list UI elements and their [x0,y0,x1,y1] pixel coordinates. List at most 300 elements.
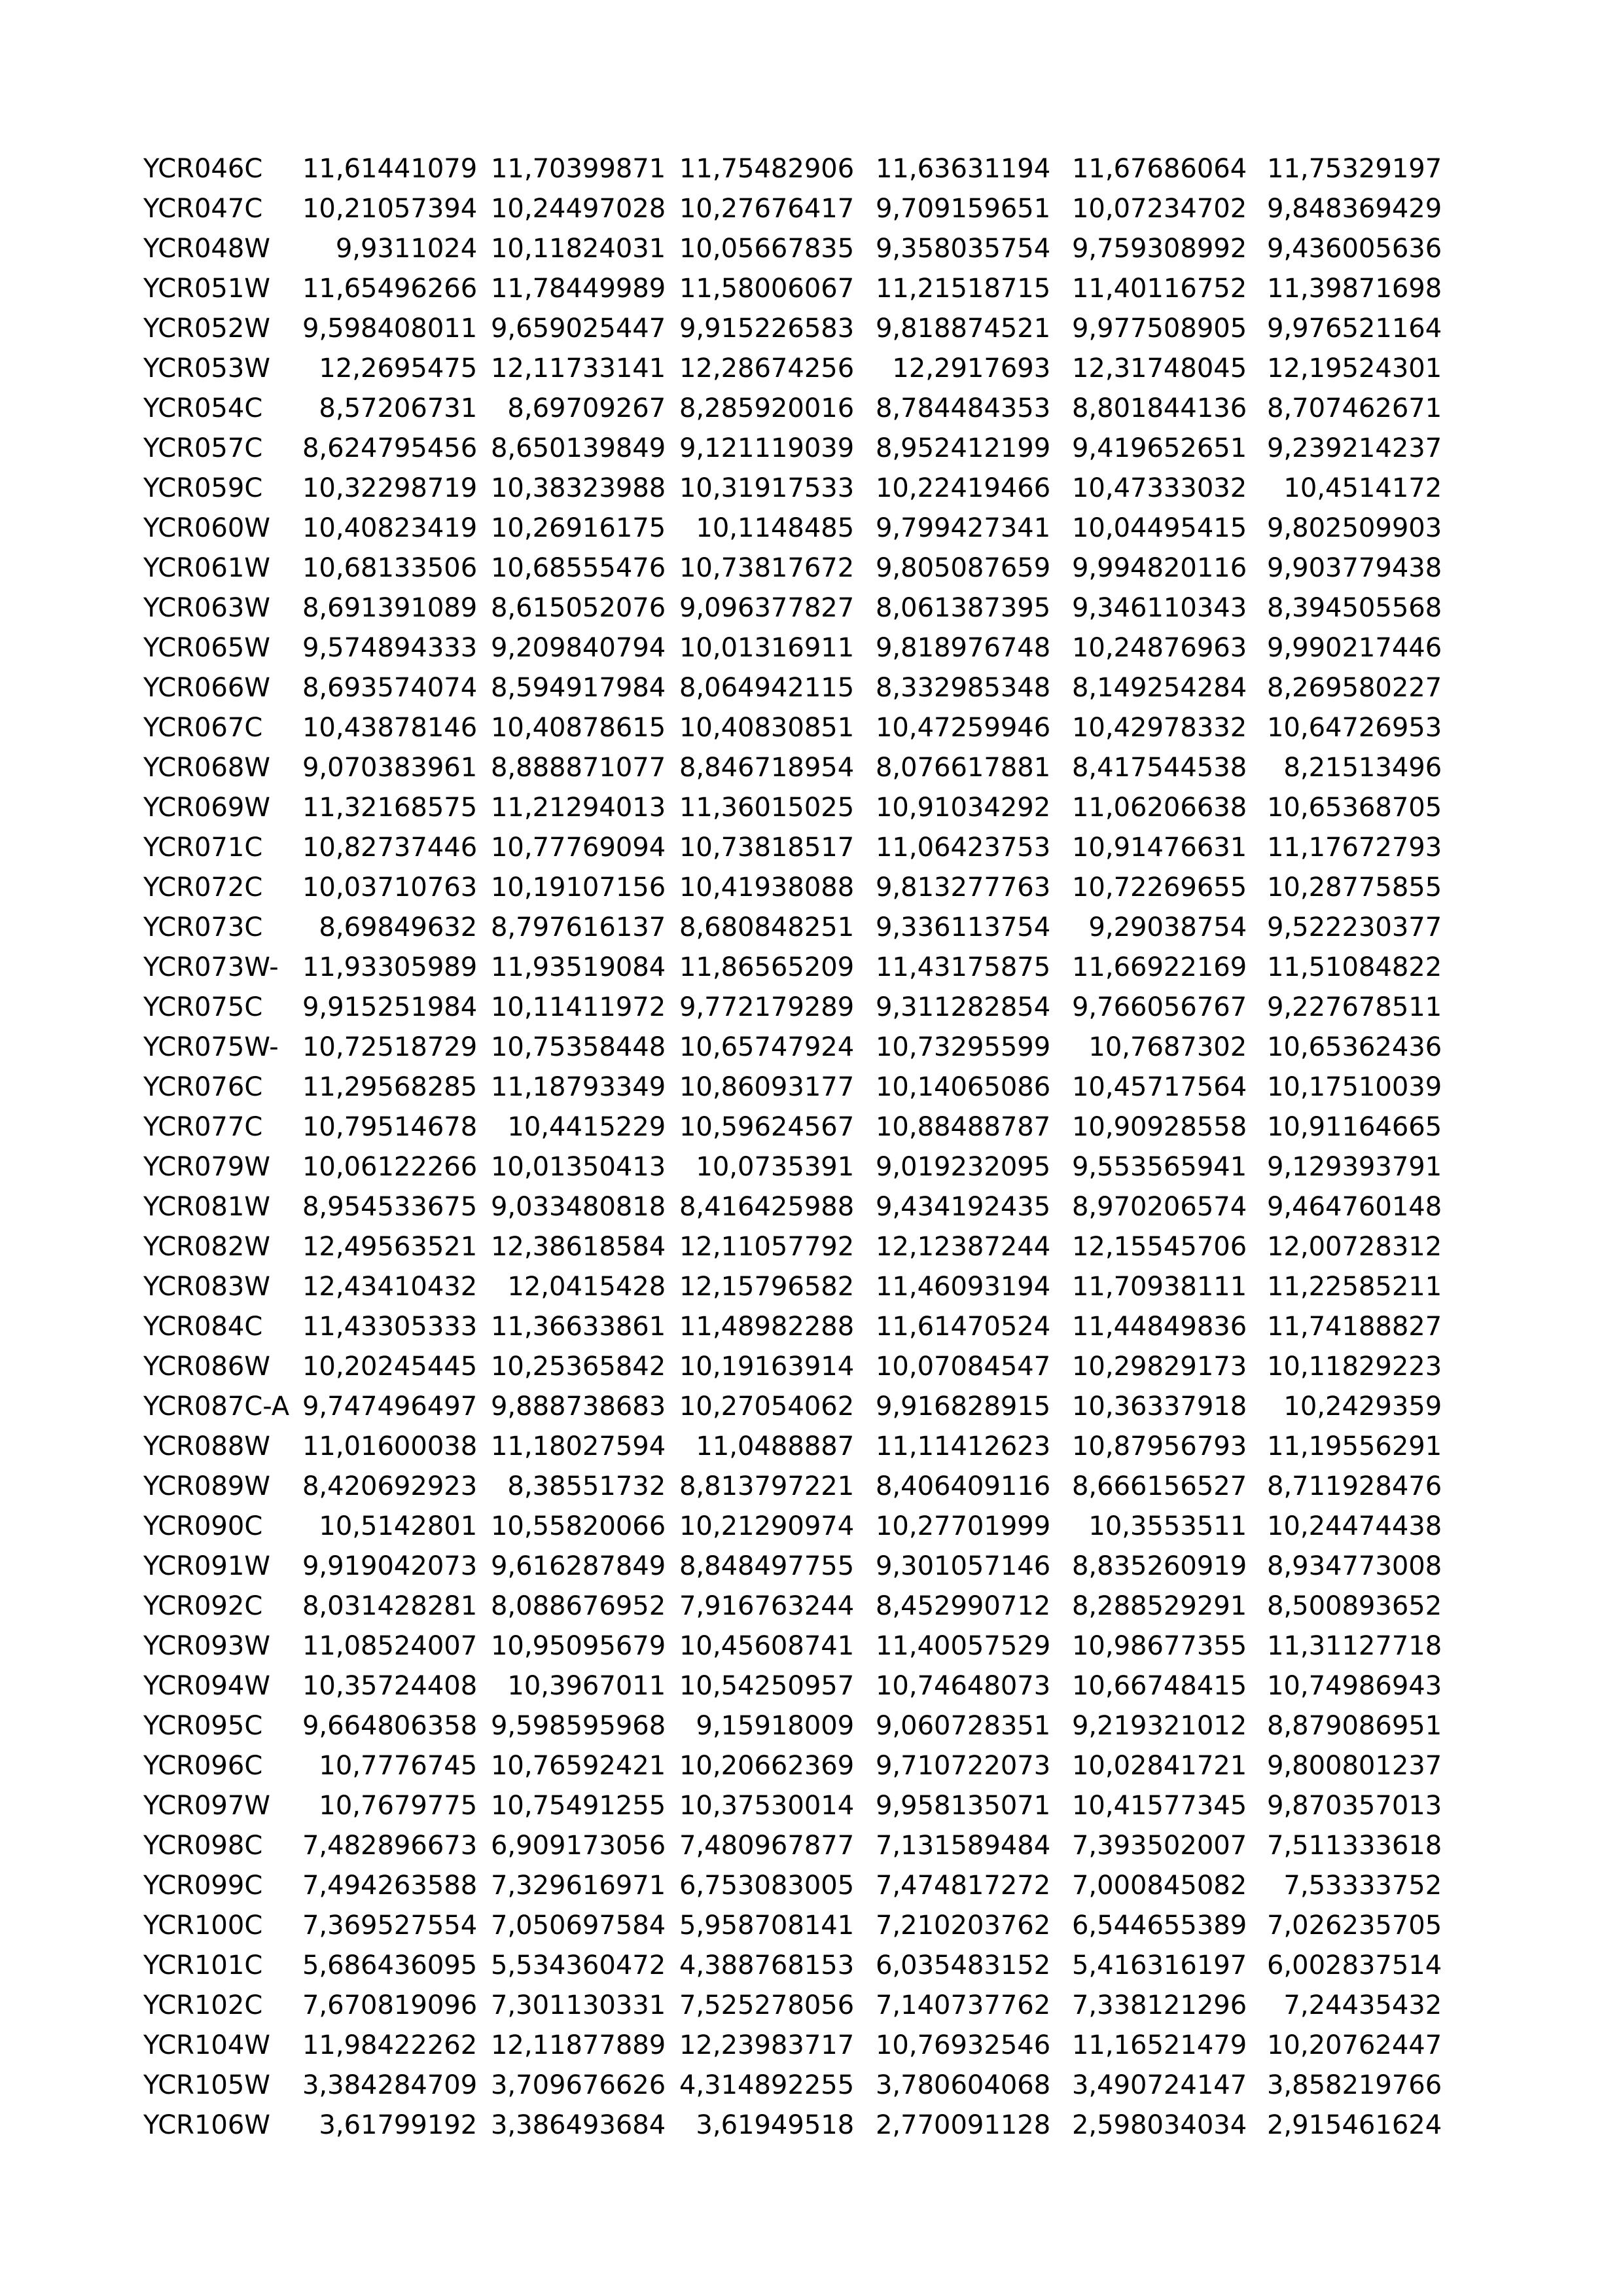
gene-id-cell[interactable]: YCR099C [143,1871,263,1901]
gene-id-cell[interactable]: YCR082W [143,1232,270,1262]
value-cell[interactable]: 10,7687302 [1088,1032,1247,1062]
value-cell[interactable]: 2,915461624 [1266,2110,1442,2140]
value-cell[interactable]: 8,888871077 [490,753,666,783]
gene-id-cell[interactable]: YCR105W [143,2070,270,2100]
gene-id-cell[interactable]: YCR087C-A [143,1391,290,1422]
value-cell[interactable]: 12,11057792 [679,1232,855,1262]
value-cell[interactable]: 10,19107156 [490,872,666,903]
value-cell[interactable]: 12,2917693 [892,353,1051,384]
value-cell[interactable]: 9,915226583 [679,314,855,344]
value-cell[interactable]: 12,00728312 [1266,1232,1442,1262]
value-cell[interactable]: 9,096377827 [679,593,855,623]
value-cell[interactable]: 10,32298719 [302,473,478,503]
value-cell[interactable]: 7,525278056 [679,1990,855,2020]
value-cell[interactable]: 8,285920016 [679,393,855,423]
value-cell[interactable]: 8,954533675 [302,1192,478,1222]
value-cell[interactable]: 9,060728351 [875,1711,1051,1741]
gene-id-cell[interactable]: YCR075C [143,992,263,1022]
value-cell[interactable]: 7,24435432 [1283,1990,1442,2020]
value-cell[interactable]: 10,87956793 [1071,1431,1247,1462]
value-cell[interactable]: 9,553565941 [1071,1152,1247,1182]
value-cell[interactable]: 9,436005636 [1266,234,1442,264]
value-cell[interactable]: 8,332985348 [875,673,1051,703]
value-cell[interactable]: 3,384284709 [302,2070,478,2100]
value-cell[interactable]: 9,336113754 [875,912,1051,942]
value-cell[interactable]: 10,41938088 [679,872,855,903]
value-cell[interactable]: 8,970206574 [1071,1192,1247,1222]
gene-id-cell[interactable]: YCR053W [143,353,270,384]
value-cell[interactable]: 8,879086951 [1266,1711,1442,1741]
value-cell[interactable]: 10,20662369 [679,1751,855,1781]
value-cell[interactable]: 8,624795456 [302,433,478,463]
value-cell[interactable]: 10,40823419 [302,513,478,543]
gene-id-cell[interactable]: YCR076C [143,1072,263,1102]
value-cell[interactable]: 5,686436095 [302,1950,478,1981]
value-cell[interactable]: 10,11829223 [1266,1352,1442,1382]
value-cell[interactable]: 11,98422262 [302,2030,478,2060]
value-cell[interactable]: 9,818976748 [875,633,1051,663]
value-cell[interactable]: 9,311282854 [875,992,1051,1022]
value-cell[interactable]: 9,239214237 [1266,433,1442,463]
value-cell[interactable]: 10,28775855 [1266,872,1442,903]
value-cell[interactable]: 10,38323988 [490,473,666,503]
value-cell[interactable]: 12,31748045 [1071,353,1247,384]
value-cell[interactable]: 9,209840794 [490,633,666,663]
value-cell[interactable]: 12,43410432 [302,1272,478,1302]
gene-id-cell[interactable]: YCR091W [143,1551,270,1581]
gene-id-cell[interactable]: YCR084C [143,1312,263,1342]
value-cell[interactable]: 8,650139849 [490,433,666,463]
value-cell[interactable]: 10,24876963 [1071,633,1247,663]
value-cell[interactable]: 10,21057394 [302,194,478,224]
value-cell[interactable]: 7,53333752 [1283,1871,1442,1901]
value-cell[interactable]: 10,21290974 [679,1511,855,1541]
value-cell[interactable]: 9,434192435 [875,1192,1051,1222]
value-cell[interactable]: 10,59624567 [679,1112,855,1142]
value-cell[interactable]: 10,27054062 [679,1391,855,1422]
value-cell[interactable]: 9,747496497 [302,1391,478,1422]
value-cell[interactable]: 8,064942115 [679,673,855,703]
value-cell[interactable]: 10,4415229 [507,1112,666,1142]
value-cell[interactable]: 9,994820116 [1071,553,1247,583]
value-cell[interactable]: 4,314892255 [679,2070,855,2100]
value-cell[interactable]: 9,301057146 [875,1551,1051,1581]
value-cell[interactable]: 9,9311024 [335,234,478,264]
value-cell[interactable]: 8,57206731 [319,393,478,423]
value-cell[interactable]: 10,14065086 [875,1072,1051,1102]
gene-id-cell[interactable]: YCR069W [143,793,270,823]
value-cell[interactable]: 12,49563521 [302,1232,478,1262]
value-cell[interactable]: 10,05667835 [679,234,855,264]
value-cell[interactable]: 11,61470524 [875,1312,1051,1342]
value-cell[interactable]: 11,32168575 [302,793,478,823]
value-cell[interactable]: 12,15545706 [1071,1232,1247,1262]
gene-id-cell[interactable]: YCR068W [143,753,270,783]
value-cell[interactable]: 10,7679775 [319,1791,478,1821]
value-cell[interactable]: 11,17672793 [1266,833,1442,863]
value-cell[interactable]: 12,0415428 [507,1272,666,1302]
value-cell[interactable]: 10,42978332 [1071,713,1247,743]
value-cell[interactable]: 9,346110343 [1071,593,1247,623]
value-cell[interactable]: 10,01316911 [679,633,855,663]
value-cell[interactable]: 7,369527554 [302,1910,478,1941]
value-cell[interactable]: 10,74986943 [1266,1671,1442,1701]
value-cell[interactable]: 9,070383961 [302,753,478,783]
gene-id-cell[interactable]: YCR089W [143,1471,270,1501]
value-cell[interactable]: 10,2429359 [1283,1391,1442,1422]
value-cell[interactable]: 9,419652651 [1071,433,1247,463]
value-cell[interactable]: 9,848369429 [1266,194,1442,224]
gene-id-cell[interactable]: YCR079W [143,1152,270,1182]
value-cell[interactable]: 10,86093177 [679,1072,855,1102]
value-cell[interactable]: 5,416316197 [1071,1950,1247,1981]
value-cell[interactable]: 9,659025447 [490,314,666,344]
value-cell[interactable]: 6,544655389 [1071,1910,1247,1941]
value-cell[interactable]: 10,73295599 [875,1032,1051,1062]
value-cell[interactable]: 10,37530014 [679,1791,855,1821]
gene-id-cell[interactable]: YCR093W [143,1631,270,1661]
gene-id-cell[interactable]: YCR088W [143,1431,270,1462]
value-cell[interactable]: 10,77769094 [490,833,666,863]
value-cell[interactable]: 11,61441079 [302,154,478,184]
value-cell[interactable]: 9,772179289 [679,992,855,1022]
gene-id-cell[interactable]: YCR047C [143,194,263,224]
value-cell[interactable]: 10,07234702 [1071,194,1247,224]
value-cell[interactable]: 10,75358448 [490,1032,666,1062]
value-cell[interactable]: 9,977508905 [1071,314,1247,344]
value-cell[interactable]: 8,707462671 [1266,393,1442,423]
value-cell[interactable]: 11,36015025 [679,793,855,823]
gene-id-cell[interactable]: YCR083W [143,1272,270,1302]
value-cell[interactable]: 9,903779438 [1266,553,1442,583]
value-cell[interactable]: 6,002837514 [1266,1950,1442,1981]
value-cell[interactable]: 10,76592421 [490,1751,666,1781]
value-cell[interactable]: 8,797616137 [490,912,666,942]
value-cell[interactable]: 10,40830851 [679,713,855,743]
value-cell[interactable]: 8,934773008 [1266,1551,1442,1581]
gene-id-cell[interactable]: YCR054C [143,393,263,423]
gene-id-cell[interactable]: YCR086W [143,1352,270,1382]
value-cell[interactable]: 12,28674256 [679,353,855,384]
value-cell[interactable]: 11,11412623 [875,1431,1051,1462]
value-cell[interactable]: 8,031428281 [302,1591,478,1621]
value-cell[interactable]: 10,73817672 [679,553,855,583]
gene-id-cell[interactable]: YCR071C [143,833,263,863]
gene-id-cell[interactable]: YCR095C [143,1711,263,1741]
value-cell[interactable]: 8,848497755 [679,1551,855,1581]
value-cell[interactable]: 8,711928476 [1266,1471,1442,1501]
value-cell[interactable]: 11,93519084 [490,952,666,982]
value-cell[interactable]: 10,1148485 [696,513,855,543]
value-cell[interactable]: 10,55820066 [490,1511,666,1541]
gene-id-cell[interactable]: YCR073C [143,912,263,942]
value-cell[interactable]: 9,799427341 [875,513,1051,543]
gene-id-cell[interactable]: YCR072C [143,872,263,903]
value-cell[interactable]: 10,82737446 [302,833,478,863]
value-cell[interactable]: 8,691391089 [302,593,478,623]
value-cell[interactable]: 9,888738683 [490,1391,666,1422]
value-cell[interactable]: 8,813797221 [679,1471,855,1501]
value-cell[interactable]: 12,23983717 [679,2030,855,2060]
value-cell[interactable]: 2,598034034 [1071,2110,1247,2140]
value-cell[interactable]: 11,63631194 [875,154,1051,184]
value-cell[interactable]: 7,026235705 [1266,1910,1442,1941]
value-cell[interactable]: 9,121119039 [679,433,855,463]
gene-id-cell[interactable]: YCR061W [143,553,270,583]
value-cell[interactable]: 8,801844136 [1071,393,1247,423]
value-cell[interactable]: 11,70399871 [490,154,666,184]
value-cell[interactable]: 10,20762447 [1266,2030,1442,2060]
gene-id-cell[interactable]: YCR092C [143,1591,263,1621]
value-cell[interactable]: 8,417544538 [1071,753,1247,783]
gene-id-cell[interactable]: YCR098C [143,1831,263,1861]
value-cell[interactable]: 10,11824031 [490,234,666,264]
value-cell[interactable]: 9,802509903 [1266,513,1442,543]
value-cell[interactable]: 11,31127718 [1266,1631,1442,1661]
value-cell[interactable]: 10,54250957 [679,1671,855,1701]
value-cell[interactable]: 10,43878146 [302,713,478,743]
value-cell[interactable]: 7,210203762 [875,1910,1051,1941]
value-cell[interactable]: 10,3967011 [507,1671,666,1701]
value-cell[interactable]: 7,000845082 [1071,1871,1247,1901]
value-cell[interactable]: 11,43305333 [302,1312,478,1342]
value-cell[interactable]: 8,615052076 [490,593,666,623]
value-cell[interactable]: 10,0735391 [696,1152,855,1182]
value-cell[interactable]: 11,08524007 [302,1631,478,1661]
value-cell[interactable]: 11,18027594 [490,1431,666,1462]
value-cell[interactable]: 8,269580227 [1266,673,1442,703]
value-cell[interactable]: 12,38618584 [490,1232,666,1262]
value-cell[interactable]: 10,47333032 [1071,473,1247,503]
value-cell[interactable]: 11,18793349 [490,1072,666,1102]
value-cell[interactable]: 10,91034292 [875,793,1051,823]
value-cell[interactable]: 10,27676417 [679,194,855,224]
gene-id-cell[interactable]: YCR090C [143,1511,263,1541]
value-cell[interactable]: 11,51084822 [1266,952,1442,982]
value-cell[interactable]: 10,20245445 [302,1352,478,1382]
value-cell[interactable]: 10,64726953 [1266,713,1442,743]
value-cell[interactable]: 9,033480818 [490,1192,666,1222]
value-cell[interactable]: 10,95095679 [490,1631,666,1661]
value-cell[interactable]: 11,75482906 [679,154,855,184]
value-cell[interactable]: 9,15918009 [696,1711,855,1741]
value-cell[interactable]: 3,61949518 [696,2110,855,2140]
value-cell[interactable]: 8,500893652 [1266,1591,1442,1621]
value-cell[interactable]: 9,019232095 [875,1152,1051,1182]
value-cell[interactable]: 11,43175875 [875,952,1051,982]
value-cell[interactable]: 10,65747924 [679,1032,855,1062]
value-cell[interactable]: 10,79514678 [302,1112,478,1142]
value-cell[interactable]: 9,709159651 [875,194,1051,224]
value-cell[interactable]: 9,915251984 [302,992,478,1022]
value-cell[interactable]: 3,61799192 [319,2110,478,2140]
value-cell[interactable]: 10,41577345 [1071,1791,1247,1821]
value-cell[interactable]: 10,91476631 [1071,833,1247,863]
value-cell[interactable]: 8,416425988 [679,1192,855,1222]
value-cell[interactable]: 7,393502007 [1071,1831,1247,1861]
value-cell[interactable]: 10,02841721 [1071,1751,1247,1781]
value-cell[interactable]: 9,598595968 [490,1711,666,1741]
value-cell[interactable]: 11,21518715 [875,274,1051,304]
value-cell[interactable]: 10,24497028 [490,194,666,224]
value-cell[interactable]: 12,12387244 [875,1232,1051,1262]
value-cell[interactable]: 11,67686064 [1071,154,1247,184]
value-cell[interactable]: 9,664806358 [302,1711,478,1741]
value-cell[interactable]: 9,219321012 [1071,1711,1247,1741]
gene-id-cell[interactable]: YCR096C [143,1751,263,1781]
value-cell[interactable]: 8,406409116 [875,1471,1051,1501]
value-cell[interactable]: 3,490724147 [1071,2070,1247,2100]
value-cell[interactable]: 10,91164665 [1266,1112,1442,1142]
value-cell[interactable]: 11,58006067 [679,274,855,304]
value-cell[interactable]: 7,140737762 [875,1990,1051,2020]
value-cell[interactable]: 10,75491255 [490,1791,666,1821]
value-cell[interactable]: 10,68555476 [490,553,666,583]
value-cell[interactable]: 10,65362436 [1266,1032,1442,1062]
value-cell[interactable]: 10,36337918 [1071,1391,1247,1422]
value-cell[interactable]: 11,06206638 [1071,793,1247,823]
value-cell[interactable]: 8,784484353 [875,393,1051,423]
value-cell[interactable]: 9,919042073 [302,1551,478,1581]
value-cell[interactable]: 11,29568285 [302,1072,478,1102]
value-cell[interactable]: 11,74188827 [1266,1312,1442,1342]
value-cell[interactable]: 11,39871698 [1266,274,1442,304]
value-cell[interactable]: 10,5142801 [319,1511,478,1541]
value-cell[interactable]: 10,26916175 [490,513,666,543]
value-cell[interactable]: 7,511333618 [1266,1831,1442,1861]
value-cell[interactable]: 11,66922169 [1071,952,1247,982]
value-cell[interactable]: 10,19163914 [679,1352,855,1382]
value-cell[interactable]: 11,0488887 [696,1431,855,1462]
value-cell[interactable]: 8,594917984 [490,673,666,703]
gene-id-cell[interactable]: YCR059C [143,473,263,503]
value-cell[interactable]: 9,616287849 [490,1551,666,1581]
value-cell[interactable]: 11,46093194 [875,1272,1051,1302]
value-cell[interactable]: 7,301130331 [490,1990,666,2020]
value-cell[interactable]: 10,74648073 [875,1671,1051,1701]
value-cell[interactable]: 11,48982288 [679,1312,855,1342]
value-cell[interactable]: 11,70938111 [1071,1272,1247,1302]
value-cell[interactable]: 3,780604068 [875,2070,1051,2100]
value-cell[interactable]: 9,574894333 [302,633,478,663]
value-cell[interactable]: 9,976521164 [1266,314,1442,344]
value-cell[interactable]: 10,65368705 [1266,793,1442,823]
value-cell[interactable]: 10,47259946 [875,713,1051,743]
value-cell[interactable]: 10,45717564 [1071,1072,1247,1102]
value-cell[interactable]: 8,21513496 [1283,753,1442,783]
value-cell[interactable]: 7,916763244 [679,1591,855,1621]
value-cell[interactable]: 3,709676626 [490,2070,666,2100]
value-cell[interactable]: 6,909173056 [490,1831,666,1861]
gene-id-cell[interactable]: YCR104W [143,2030,270,2060]
gene-id-cell[interactable]: YCR094W [143,1671,270,1701]
value-cell[interactable]: 11,86565209 [679,952,855,982]
value-cell[interactable]: 7,494263588 [302,1871,478,1901]
gene-id-cell[interactable]: YCR077C [143,1112,263,1142]
gene-id-cell[interactable]: YCR081W [143,1192,270,1222]
value-cell[interactable]: 9,522230377 [1266,912,1442,942]
value-cell[interactable]: 7,474817272 [875,1871,1051,1901]
value-cell[interactable]: 9,358035754 [875,234,1051,264]
value-cell[interactable]: 11,22585211 [1266,1272,1442,1302]
value-cell[interactable]: 8,452990712 [875,1591,1051,1621]
gene-id-cell[interactable]: YCR097W [143,1791,270,1821]
gene-id-cell[interactable]: YCR075W- [143,1032,279,1062]
gene-id-cell[interactable]: YCR048W [143,234,270,264]
value-cell[interactable]: 10,11411972 [490,992,666,1022]
value-cell[interactable]: 12,2695475 [319,353,478,384]
value-cell[interactable]: 11,40116752 [1071,274,1247,304]
value-cell[interactable]: 10,66748415 [1071,1671,1247,1701]
value-cell[interactable]: 10,24474438 [1266,1511,1442,1541]
value-cell[interactable]: 8,088676952 [490,1591,666,1621]
value-cell[interactable]: 11,75329197 [1266,154,1442,184]
value-cell[interactable]: 8,666156527 [1071,1471,1247,1501]
value-cell[interactable]: 8,394505568 [1266,593,1442,623]
gene-id-cell[interactable]: YCR051W [143,274,270,304]
value-cell[interactable]: 10,72518729 [302,1032,478,1062]
value-cell[interactable]: 8,076617881 [875,753,1051,783]
value-cell[interactable]: 9,990217446 [1266,633,1442,663]
gene-id-cell[interactable]: YCR057C [143,433,263,463]
value-cell[interactable]: 8,846718954 [679,753,855,783]
value-cell[interactable]: 9,29038754 [1088,912,1247,942]
gene-id-cell[interactable]: YCR046C [143,154,263,184]
value-cell[interactable]: 8,288529291 [1071,1591,1247,1621]
gene-id-cell[interactable]: YCR101C [143,1950,263,1981]
value-cell[interactable]: 8,835260919 [1071,1551,1247,1581]
value-cell[interactable]: 8,420692923 [302,1471,478,1501]
gene-id-cell[interactable]: YCR073W- [143,952,279,982]
value-cell[interactable]: 10,17510039 [1266,1072,1442,1102]
value-cell[interactable]: 5,958708141 [679,1910,855,1941]
value-cell[interactable]: 8,680848251 [679,912,855,942]
value-cell[interactable]: 10,04495415 [1071,513,1247,543]
value-cell[interactable]: 10,76932546 [875,2030,1051,2060]
gene-id-cell[interactable]: YCR060W [143,513,270,543]
value-cell[interactable]: 11,93305989 [302,952,478,982]
gene-id-cell[interactable]: YCR063W [143,593,270,623]
value-cell[interactable]: 7,480967877 [679,1831,855,1861]
value-cell[interactable]: 10,29829173 [1071,1352,1247,1382]
value-cell[interactable]: 9,870357013 [1266,1791,1442,1821]
value-cell[interactable]: 9,129393791 [1266,1152,1442,1182]
value-cell[interactable]: 10,3553511 [1088,1511,1247,1541]
value-cell[interactable]: 10,45608741 [679,1631,855,1661]
value-cell[interactable]: 10,06122266 [302,1152,478,1182]
gene-id-cell[interactable]: YCR067C [143,713,263,743]
value-cell[interactable]: 6,035483152 [875,1950,1051,1981]
value-cell[interactable]: 11,44849836 [1071,1312,1247,1342]
value-cell[interactable]: 3,858219766 [1266,2070,1442,2100]
value-cell[interactable]: 8,149254284 [1071,673,1247,703]
value-cell[interactable]: 11,16521479 [1071,2030,1247,2060]
value-cell[interactable]: 11,01600038 [302,1431,478,1462]
value-cell[interactable]: 10,90928558 [1071,1112,1247,1142]
value-cell[interactable]: 10,07084547 [875,1352,1051,1382]
gene-id-cell[interactable]: YCR100C [143,1910,263,1941]
value-cell[interactable]: 8,693574074 [302,673,478,703]
value-cell[interactable]: 10,73818517 [679,833,855,863]
gene-id-cell[interactable]: YCR052W [143,314,270,344]
value-cell[interactable]: 10,68133506 [302,553,478,583]
value-cell[interactable]: 11,36633861 [490,1312,666,1342]
value-cell[interactable]: 10,01350413 [490,1152,666,1182]
value-cell[interactable]: 7,482896673 [302,1831,478,1861]
value-cell[interactable]: 11,40057529 [875,1631,1051,1661]
value-cell[interactable]: 10,88488787 [875,1112,1051,1142]
value-cell[interactable]: 9,759308992 [1071,234,1247,264]
